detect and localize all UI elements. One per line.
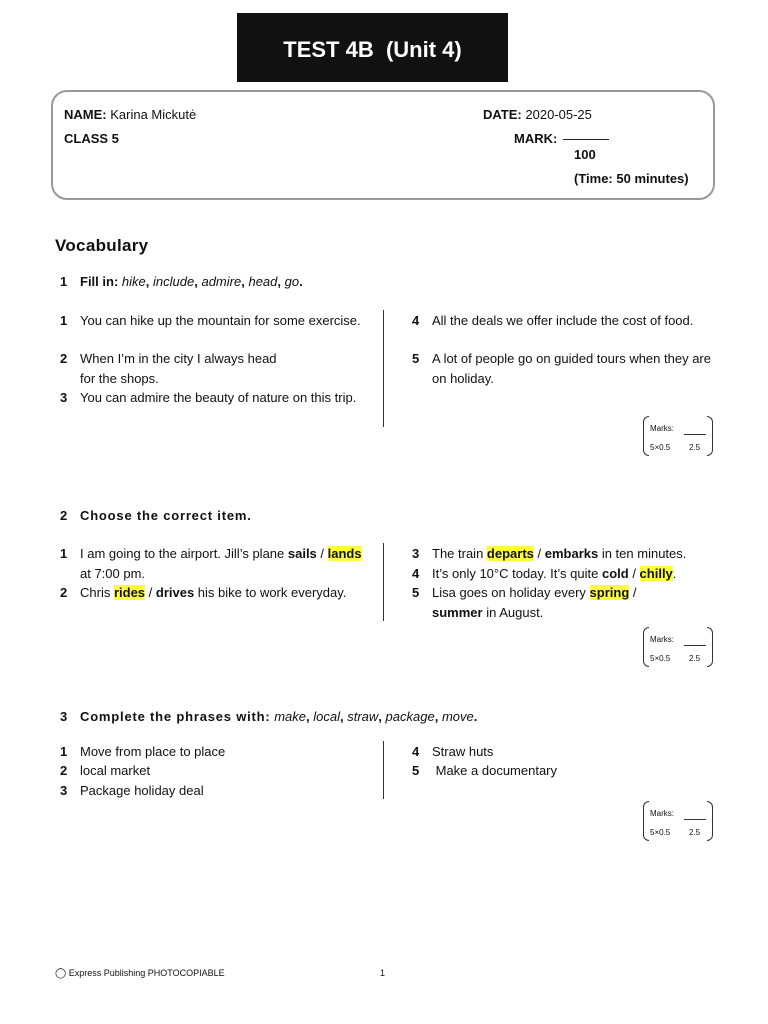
mark-total: 100 — [574, 147, 596, 162]
q3-title: 3 Complete the phrases with: make, local, straw, package, move. — [60, 709, 478, 724]
q1-item-5: 5 A lot of people go on guided tours when they are on holiday. — [412, 351, 711, 386]
q3-number: 3 — [60, 709, 68, 724]
date-row — [483, 107, 592, 122]
q2-marks-box: Marks: 5×0.5 2.5 — [643, 627, 713, 667]
q1-number: 1 — [60, 274, 68, 289]
page-number: 1 — [380, 968, 386, 978]
test-title-banner — [237, 13, 508, 82]
q1-marks-box: Marks: 5×0.5 2.5 — [643, 416, 713, 456]
q1-title: 1 Fill in: hike, include, admire, head, go. — [60, 274, 303, 289]
q3-item-2: 2 local market — [60, 763, 151, 778]
q2-item-5: 5 Lisa goes on holiday every spring / summer in August. — [412, 585, 637, 620]
name-row — [64, 107, 196, 122]
q3-marks-box: Marks: 5×0.5 2.5 — [643, 801, 713, 841]
q1-label: Fill in: — [80, 274, 119, 289]
time-note: (Time: 50 minutes) — [574, 171, 689, 186]
q3-label: Complete the phrases with: — [80, 709, 271, 724]
q1-item-1: 1 You can hike up the mountain for some exercise. — [60, 313, 361, 328]
footer-copyright: ◯ Express Publishing PHOTOCOPIABLE — [55, 968, 225, 979]
q3-item-3: 3 Package holiday deal — [60, 783, 204, 798]
date-value: 2020-05-25 — [525, 107, 592, 122]
q3-item-4: 4 Straw huts — [412, 744, 494, 759]
q1-column-divider — [383, 310, 384, 427]
q2-label: Choose the correct item. — [80, 508, 252, 523]
q2-item-1: 1 I am going to the airport. Jill’s plane sails / lands at 7:00 pm. — [60, 546, 362, 581]
q2-number: 2 — [60, 508, 68, 523]
q1-item-2: 2 When I’m in the city I always head for the shops. — [60, 351, 277, 386]
name-label: NAME: — [64, 107, 107, 122]
date-label: DATE: — [483, 107, 522, 122]
q2-item-2: 2 Chris rides / drives his bike to work everyday. — [60, 585, 347, 600]
q3-column-divider — [383, 741, 384, 799]
q2-title — [60, 508, 252, 523]
mark-label: MARK: — [514, 131, 558, 146]
mark-line — [563, 139, 609, 140]
q1-item-3: 3 You can admire the beauty of nature on this trip. — [60, 390, 357, 405]
class-label: CLASS 5 — [64, 131, 119, 146]
q2-item-4: 4 It’s only 10°C today. It’s quite cold / chilly. — [412, 566, 677, 581]
name-value: Karina Mickutė — [110, 107, 197, 122]
q2-item-3: 3 The train departs / embarks in ten minutes. — [412, 546, 687, 561]
q3-item-5: 5 Make a documentary — [412, 763, 558, 778]
test-title: TEST 4B (Unit 4) — [283, 37, 462, 62]
q2-column-divider — [383, 543, 384, 621]
section-title: Vocabulary — [55, 236, 149, 255]
mark-row — [514, 131, 609, 146]
q1-item-4: 4 All the deals we offer include the cost of food. — [412, 313, 694, 328]
copyright-icon: ◯ — [55, 968, 67, 979]
q3-item-1: 1 Move from place to place — [60, 744, 226, 759]
